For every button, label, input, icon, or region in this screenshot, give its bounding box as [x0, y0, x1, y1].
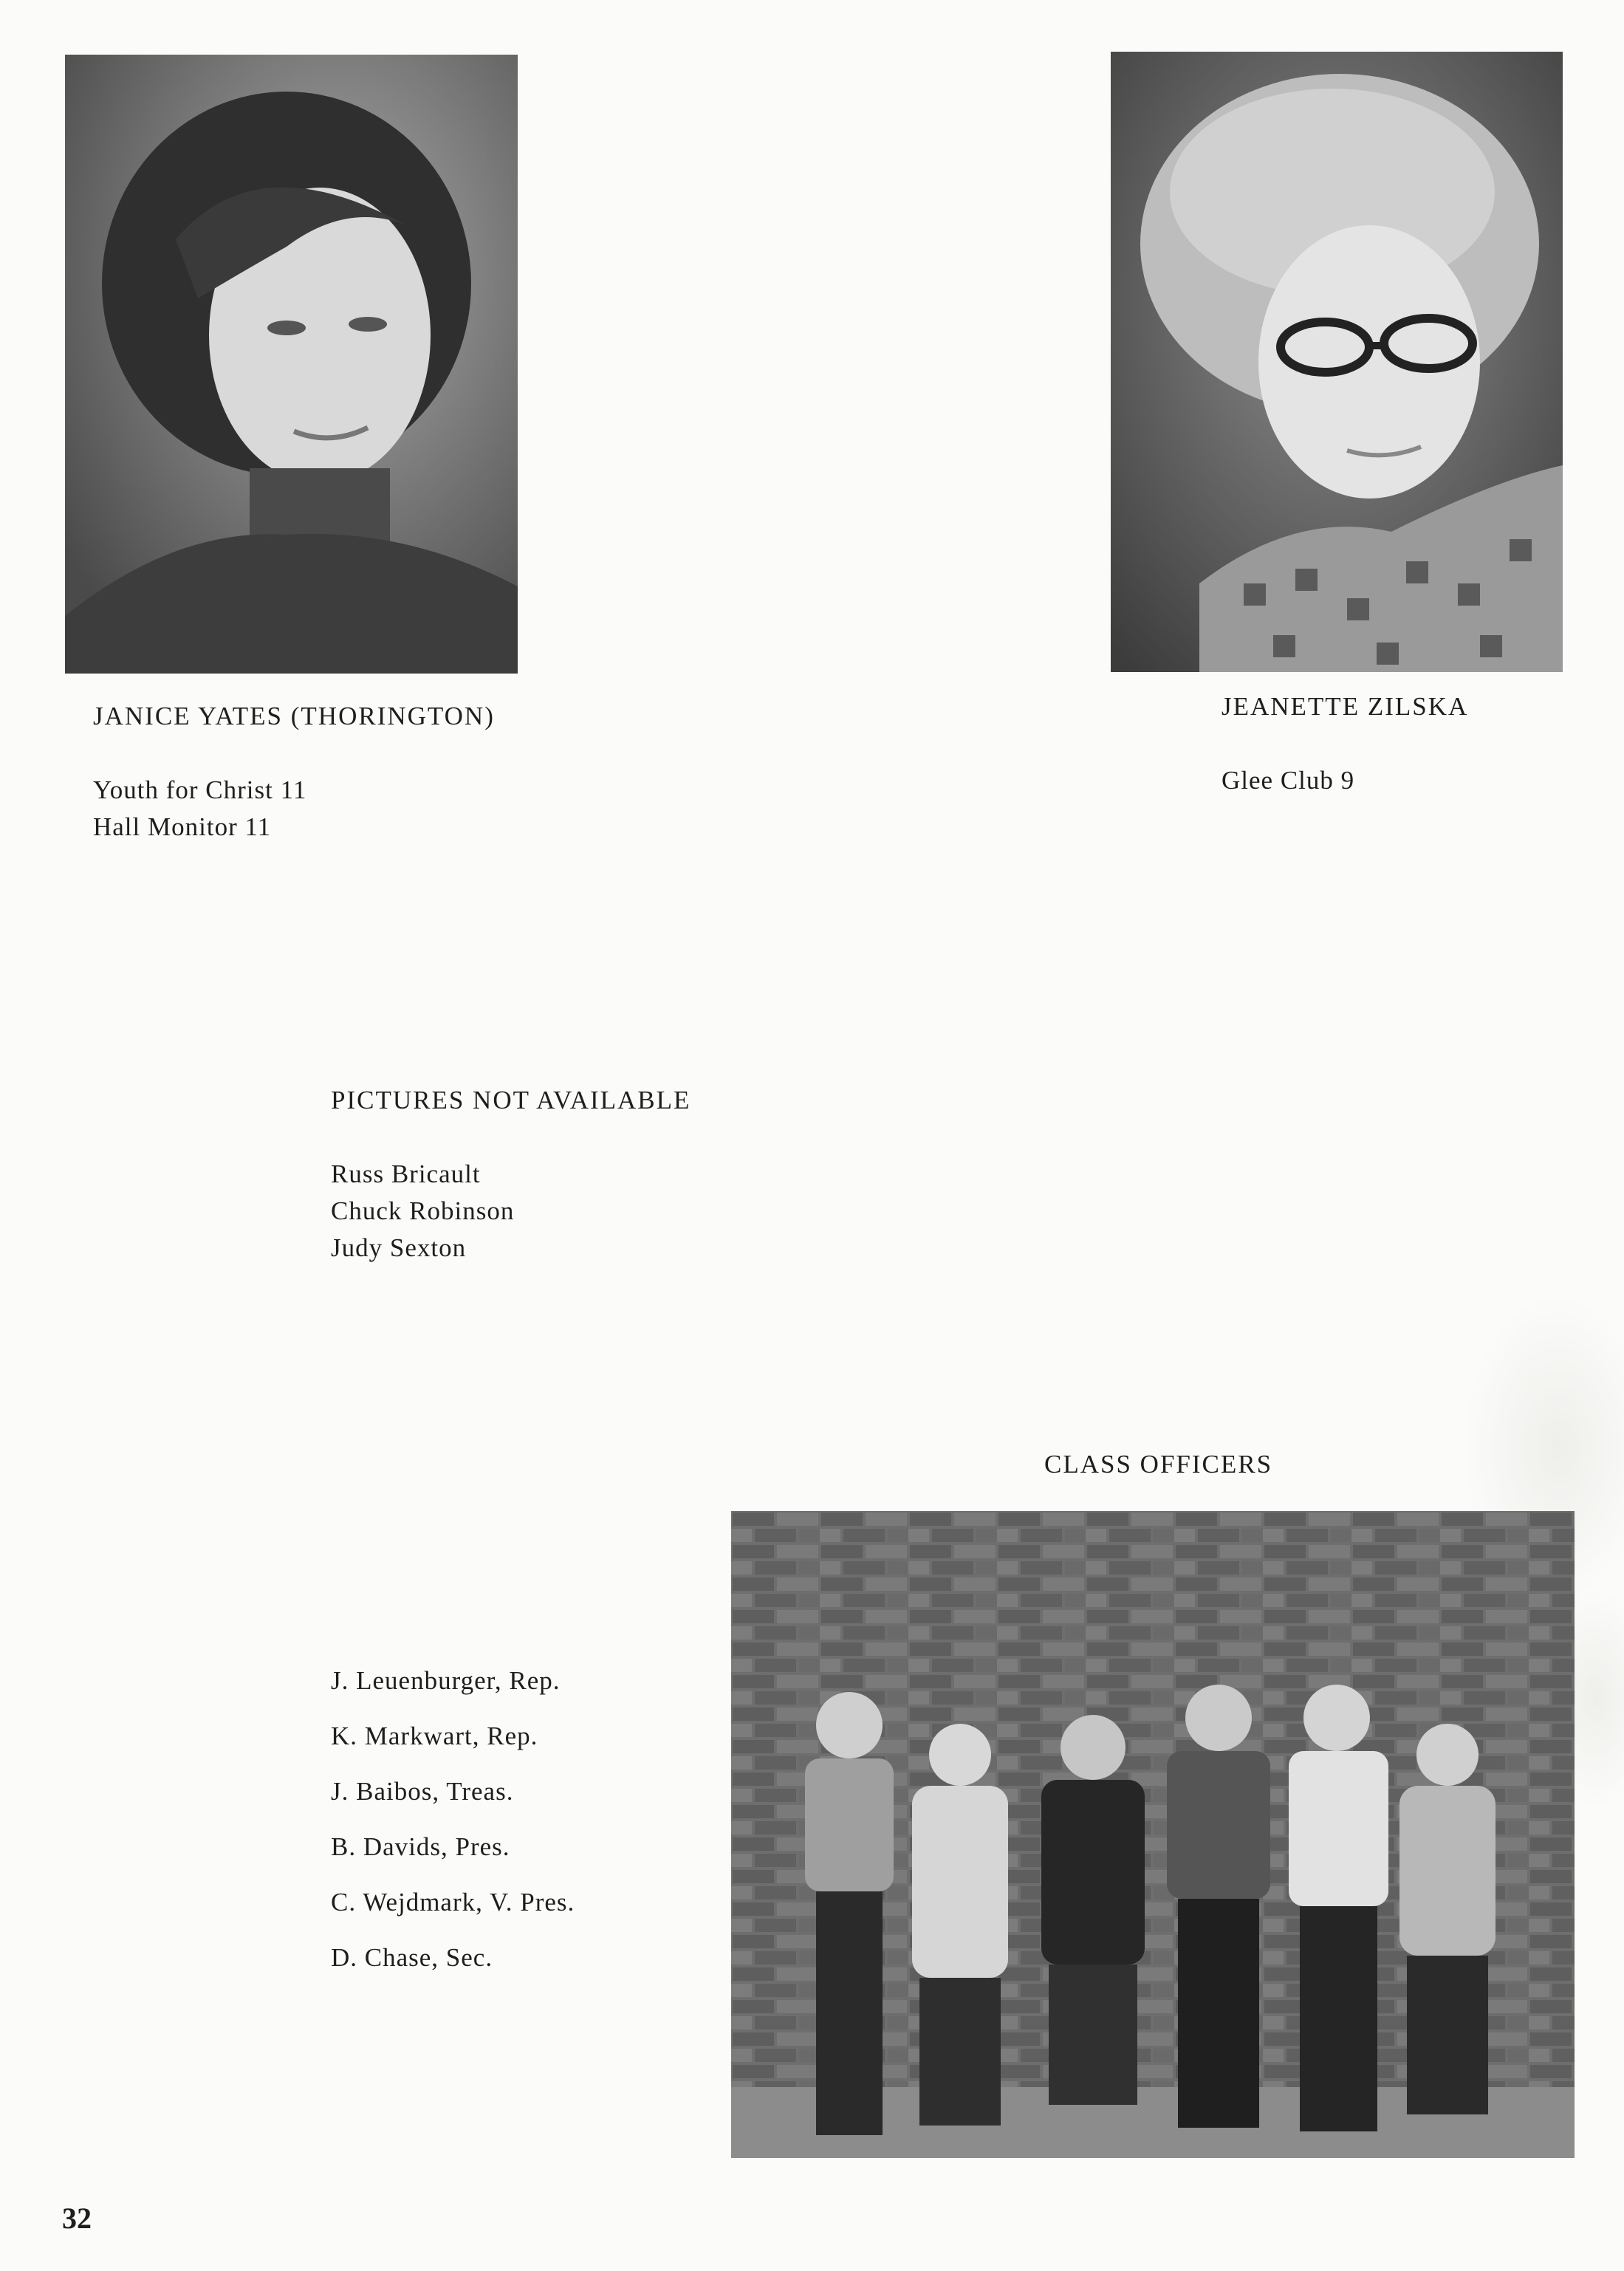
pictures-not-available-section	[331, 1082, 691, 1267]
portrait-jeanette-zilska	[1111, 52, 1563, 672]
student-activity: Glee Club 9	[1222, 766, 1355, 795]
portrait-janice-yates	[65, 55, 518, 674]
class-officers-photo	[731, 1511, 1575, 2158]
page-number: 32	[62, 2202, 92, 2235]
student-caption-1	[93, 698, 495, 846]
unavailable-name: Chuck Robinson	[331, 1196, 515, 1225]
section-heading: PICTURES NOT AVAILABLE	[331, 1086, 691, 1114]
officer-entry: J. Leuenburger, Rep.	[331, 1666, 561, 1695]
officer-entry: K. Markwart, Rep.	[331, 1722, 538, 1750]
student-caption-2	[1222, 688, 1468, 799]
student-activity: Hall Monitor 11	[93, 812, 272, 841]
class-officers-heading: CLASS OFFICERS	[1044, 1450, 1273, 1479]
officer-entry: D. Chase, Sec.	[331, 1943, 493, 1972]
class-officers-list	[331, 1653, 575, 1985]
unavailable-name: Judy Sexton	[331, 1233, 467, 1262]
officer-entry: J. Baibos, Treas.	[331, 1777, 514, 1806]
student-name: JANICE YATES (THORINGTON)	[93, 702, 495, 730]
student-activity: Youth for Christ 11	[93, 775, 307, 804]
officer-entry: C. Wejdmark, V. Pres.	[331, 1888, 575, 1917]
student-name: JEANETTE ZILSKA	[1222, 692, 1469, 721]
officer-entry: B. Davids, Pres.	[331, 1832, 510, 1861]
unavailable-name: Russ Bricault	[331, 1160, 481, 1188]
